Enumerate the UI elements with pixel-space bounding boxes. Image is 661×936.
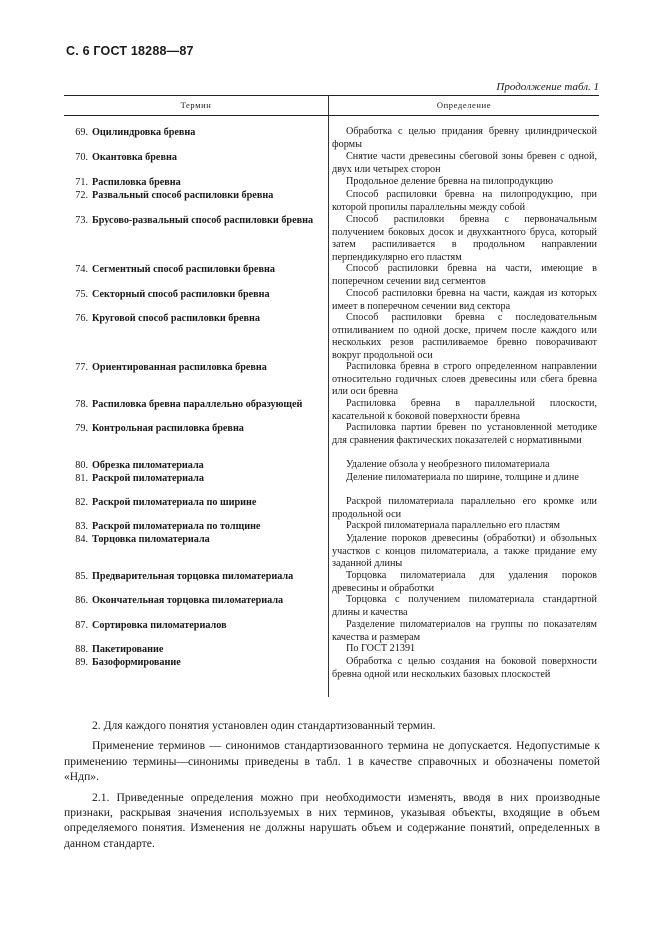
definition-cell: По ГОСТ 21391 (346, 643, 416, 654)
term-text: Обрезка пиломатериала (92, 460, 204, 471)
term-text: Раскрой пиломатериала (92, 473, 204, 484)
definition-cell: Раскрой пиломатериала параллельно его кромке или продольной оси (332, 496, 597, 520)
term-cell (64, 496, 326, 509)
definition-cell: Разделение пиломатериалов на группы по показателям качества и размерам (332, 619, 597, 643)
definition-cell: Обработка с целью создания на боковой поверхности бревна одной или нескольких базовых плоскостей (332, 656, 597, 680)
term-text: Предварительная торцовка пиломатериала (92, 571, 294, 582)
definition-cell: Способ распиловки бревна с последовательным отпиливанием по одной доске, причем после каждого или нескольких резов распиливаемое бревно поворачивают вокруг продольной оси (332, 312, 597, 361)
term-number: 76. (75, 313, 88, 324)
term-number: 74. (75, 264, 88, 275)
term-text: Развальный способ распиловки бревна (92, 190, 274, 201)
term-number: 87. (75, 620, 88, 631)
column-header-term: Термин (180, 100, 212, 110)
term-cell (64, 361, 326, 374)
term-cell (64, 570, 326, 583)
definition-cell: Деление пиломатериала по ширине, толщине и длине (346, 472, 579, 483)
term-cell (64, 520, 326, 533)
term-text: Сортировка пиломатериалов (92, 620, 227, 631)
definition-cell: Торцовка с получением пиломатериала стандартной длины и качества (332, 594, 597, 618)
term-text: Сегментный способ распиловки бревна (92, 264, 275, 275)
term-text: Оцилиндровка бревна (92, 127, 196, 138)
term-number: 83. (75, 521, 88, 532)
term-cell (64, 398, 326, 411)
definition-cell: Способ распиловки бревна с первоначальным получением боковых досок и двухкантного бруса, который затем распиливается в продольном направлении перпендикулярно его пластям (332, 214, 597, 263)
term-cell (64, 126, 326, 139)
terms-table (64, 95, 599, 697)
term-cell (64, 176, 326, 189)
term-cell (64, 656, 326, 669)
note-paragraph: 2. Для каждого понятия установлен один стандартизованный термин. (92, 719, 436, 732)
term-cell (64, 594, 326, 607)
definition-cell: Торцовка пиломатериала для удаления пороков древесины и обработки (332, 570, 597, 594)
term-cell (64, 619, 326, 632)
term-text: Ориентированная распиловка бревна (92, 362, 267, 373)
term-cell (64, 422, 326, 435)
term-number: 75. (75, 289, 88, 300)
term-number: 85. (75, 571, 88, 582)
term-number: 70. (75, 152, 88, 163)
term-cell (64, 472, 326, 485)
term-text: Распиловка бревна параллельно образующей (92, 399, 303, 410)
definition-cell: Продольное деление бревна на пилопродукцию (346, 176, 553, 187)
table-top-rule (64, 95, 599, 96)
term-number: 69. (75, 127, 88, 138)
term-text: Раскрой пиломатериала по ширине (92, 497, 257, 508)
term-cell (64, 189, 326, 202)
notes-section (64, 718, 600, 856)
term-number: 82. (75, 497, 88, 508)
definition-cell: Распиловка бревна в строго определенном направлении относительно годичных слоев древесины или сбега бревна или оси бревна (332, 361, 597, 398)
term-text: Секторный способ распиловки бревна (92, 289, 270, 300)
term-number: 84. (75, 534, 88, 545)
definition-cell: Распиловка бревна в параллельной плоскости, касательной к боковой поверхности бревна (332, 398, 597, 422)
term-text: Торцовка пиломатериала (92, 534, 210, 545)
definition-cell: Распиловка партии бревен по установленной методике для сравнения фактических показателей с нормативными (332, 422, 597, 446)
term-number: 86. (75, 595, 88, 606)
term-text: Распиловка бревна (92, 177, 181, 188)
term-cell (64, 459, 326, 472)
term-text: Окантовка бревна (92, 152, 177, 163)
note-paragraph: Применение терминов — синонимов стандартизованного термина не допускается. Недопустимые к применению термины—синонимы приведены в табл. 1 в качестве справочных и обозначены пометой «Ндп». (64, 739, 600, 784)
term-text: Базоформирование (92, 657, 181, 668)
table-header-rule (64, 115, 599, 116)
definition-cell: Способ распиловки бревна на части, имеющие в поперечном сечении вид сегментов (332, 263, 597, 287)
term-cell (64, 533, 326, 546)
term-number: 81. (75, 473, 88, 484)
term-number: 79. (75, 423, 88, 434)
term-text: Окончательная торцовка пиломатериала (92, 595, 284, 606)
page-title: С. 6 ГОСТ 18288—87 (66, 44, 194, 58)
term-cell (64, 263, 326, 276)
term-text: Круговой способ распиловки бревна (92, 313, 261, 324)
definition-cell: Обработка с целью придания бревну цилиндрической формы (332, 126, 597, 150)
term-cell (64, 151, 326, 164)
term-number: 71. (75, 177, 88, 188)
definition-cell: Удаление обзола у необрезного пиломатериала (346, 459, 550, 470)
term-cell (64, 288, 326, 301)
note-paragraph: 2.1. Приведенные определения можно при необходимости изменять, вводя в них производные признаки, раскрывая значения используемых в них терминов, указывая объекты, входящие в объем определяемого понятия. Изменения не должны нарушать объем и содержание понятий, определенных в данном стандарте. (64, 790, 600, 850)
definition-cell: Способ распиловки бревна на пилопродукцию, при которой пропилы параллельны между собой (332, 189, 597, 213)
term-cell (64, 214, 326, 227)
term-cell (64, 643, 326, 656)
term-number: 89. (75, 657, 88, 668)
term-text: Контрольная распиловка бревна (92, 423, 244, 434)
term-number: 88. (75, 644, 88, 655)
term-text: Пакетирование (92, 644, 164, 655)
term-number: 77. (75, 362, 88, 373)
definition-cell: Раскрой пиломатериала параллельно его пластям (346, 520, 560, 531)
term-text: Раскрой пиломатериала по толщине (92, 521, 261, 532)
definition-cell: Удаление пороков древесины (обработки) и обзольных участков с концов пиломатериала, а также придание ему заданной длины (332, 533, 597, 570)
term-cell (64, 312, 326, 325)
column-divider (328, 95, 329, 697)
definition-cell: Снятие части древесины сбеговой зоны бревен с одной, двух или четырех сторон (332, 151, 597, 175)
term-number: 78. (75, 399, 88, 410)
definition-cell: Способ распиловки бревна на части, каждая из которых имеет в поперечном сечении вид сектора (332, 288, 597, 312)
column-header-definition: Определение (436, 100, 492, 110)
table-continuation-label: Продолжение табл. 1 (496, 81, 599, 93)
term-text: Брусово-развальный способ распиловки бревна (92, 215, 314, 226)
term-number: 80. (75, 460, 88, 471)
term-number: 73. (75, 215, 88, 226)
term-number: 72. (75, 190, 88, 201)
